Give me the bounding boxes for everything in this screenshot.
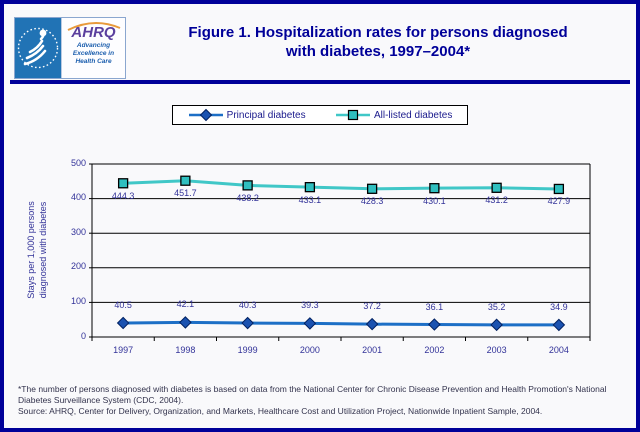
data-label: 39.3 — [301, 300, 319, 311]
data-label: 34.9 — [550, 301, 568, 312]
ahrq-logo-text: AHRQ — [71, 24, 116, 41]
y-tick-label: 100 — [70, 295, 86, 306]
figure-title-line2: with diabetes, 1997–2004* — [285, 42, 471, 60]
x-tick-label: 1999 — [237, 345, 258, 355]
data-label: 444.3 — [111, 190, 135, 201]
data-label: 428.3 — [360, 196, 384, 207]
x-tick-label: 2002 — [424, 345, 445, 355]
x-tick-label: 2004 — [548, 345, 569, 355]
y-tick-label: 0 — [80, 330, 86, 341]
y-axis-title: Stays per 1,000 persons diagnosed with diabetes — [26, 201, 49, 299]
line-chart — [4, 4, 640, 432]
data-label: 433.1 — [298, 194, 322, 205]
data-label: 37.2 — [363, 301, 381, 312]
figure-title-line1: Figure 1. Hospitalization rates for persons diagnosed — [188, 24, 568, 41]
data-label: 40.5 — [114, 299, 132, 310]
footnote-note: *The number of persons diagnosed with diabetes is based on data from the National Center for Chronic Disease Prevention and Health Promotion's National Diabetes Surveillance System (CDC, 2004). — [18, 384, 607, 405]
legend-label: All-listed diabetes — [373, 109, 453, 121]
footnote-block — [18, 384, 614, 417]
data-label: 40.3 — [238, 300, 257, 311]
legend-label: Principal diabetes — [226, 109, 306, 121]
y-tick-label: 400 — [70, 192, 86, 203]
data-label: 427.9 — [547, 196, 571, 207]
data-label: 451.7 — [174, 188, 197, 199]
y-tick-label: 200 — [70, 261, 86, 272]
data-label: 431.2 — [485, 195, 508, 206]
data-label: 430.1 — [423, 195, 446, 206]
x-tick-label: 2000 — [299, 345, 320, 355]
plot-area — [4, 4, 640, 432]
x-tick-label: 1998 — [175, 345, 196, 355]
data-label: 36.1 — [425, 301, 444, 312]
ahrq-tagline: Advancing Excellence in Health Care — [72, 42, 115, 65]
data-label: 42.1 — [176, 299, 195, 310]
data-label: 35.2 — [487, 301, 506, 312]
y-tick-label: 300 — [70, 226, 86, 237]
data-label: 438.2 — [236, 192, 259, 203]
footnote-source: Source: AHRQ, Center for Delivery, Organization, and Markets, Healthcare Cost and Utilization Project, Nationwide Inpatient Sample, 2004. — [18, 405, 543, 416]
x-tick-label: 2003 — [486, 345, 507, 355]
x-tick-label: 2001 — [362, 345, 383, 355]
x-tick-label: 1997 — [113, 345, 134, 355]
y-tick-label: 500 — [70, 157, 86, 168]
